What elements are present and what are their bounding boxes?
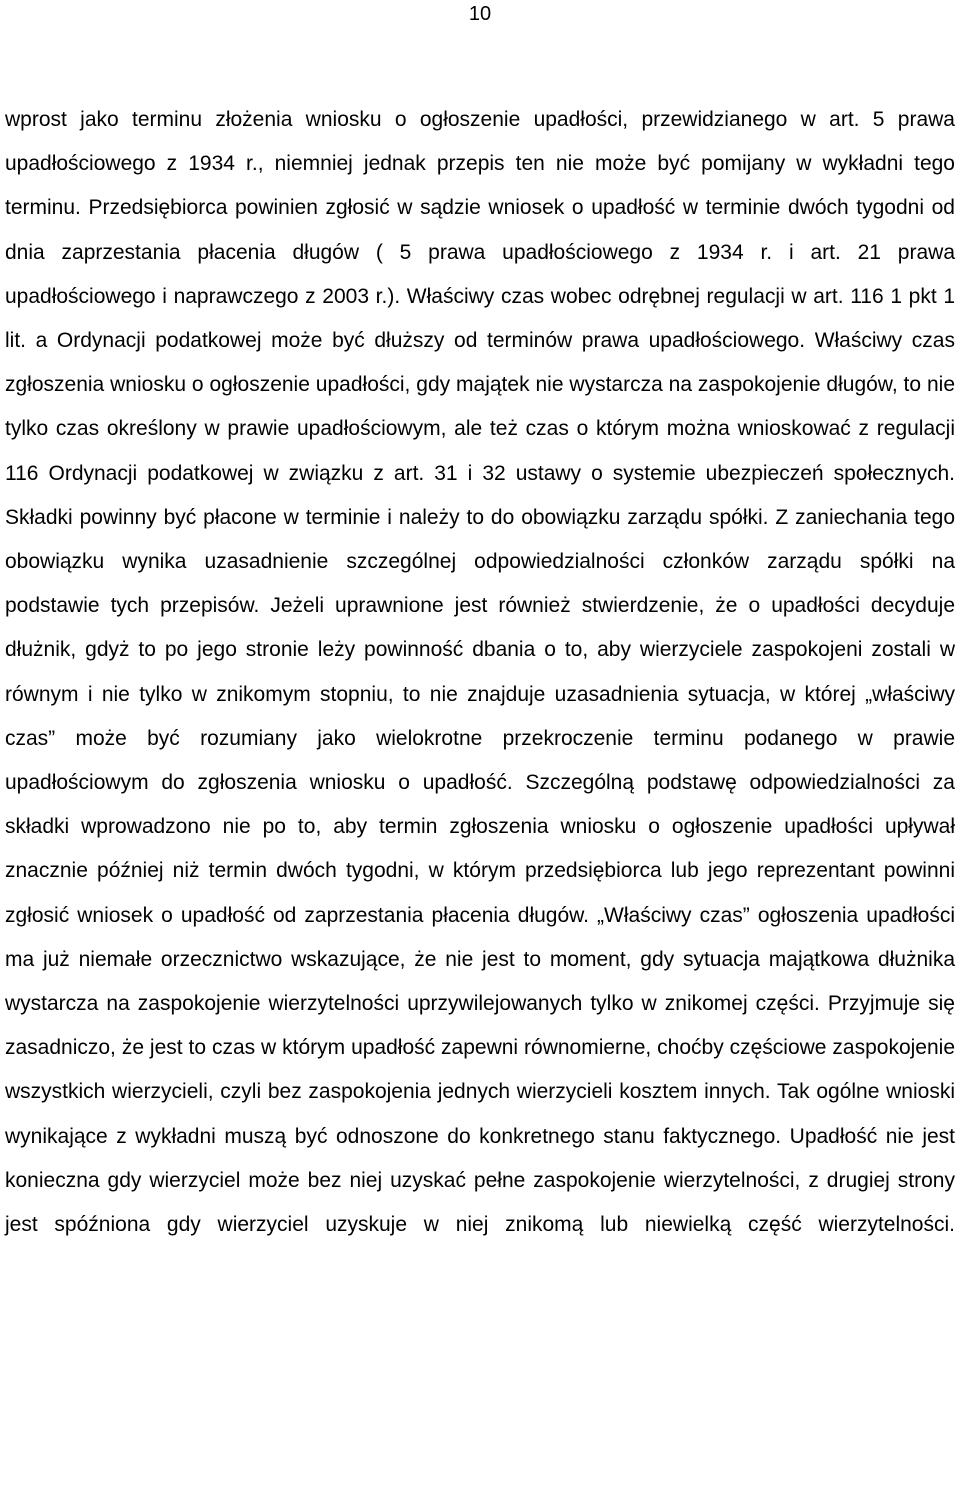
body-paragraph: wprost jako terminu złożenia wniosku o ogłoszenie upadłości, przewidzianego w art. 5 prawa upadłościowego z 1934 r., niemniej jednak przepis ten nie może być pomijany w wykładni tego terminu. Przedsiębiorca powinien zgłosić w sądzie wniosek o upadłość w terminie dwóch tygodni od dnia zaprzestania płacenia długów ( 5 prawa upadłościowego z 1934 r. i art. 21 prawa upadłościowego i naprawczego z 2003 r.). Właściwy czas wobec odrębnej regulacji w art. 116 1 pkt 1 lit. a Ordynacji podatkowej może być dłuższy od terminów prawa upadłościowego. Właściwy czas zgłoszenia wniosku o ogłoszenie upadłości, gdy majątek nie wystarcza na zaspokojenie długów, to nie tylko czas określony w prawie upadłościowym, ale też czas o którym można wnioskować z regulacji 116 Ordynacji podatkowej w związku z art. 31 i 32 ustawy o systemie ubezpieczeń społecznych. Składki powinny być płacone w terminie i należy to do obowiązku zarządu spółki. Z zaniechania tego obowiązku wynika uzasadnienie szczególnej odpowiedzialności członków zarządu spółki na podstawie tych przepisów. Jeżeli uprawnione jest również stwierdzenie, że o upadłości decyduje dłużnik, gdyż to po jego stronie leży powinność dbania o to, aby wierzyciele zaspokojeni zostali w równym i nie tylko w znikomym stopniu, to nie znajduje uzasadnienia sytuacja, w której „właściwy czas” może być rozumiany jako wielokrotne przekroczenie terminu podanego w prawie upadłościowym do zgłoszenia wniosku o upadłość. Szczególną podstawę odpowiedzialności za składki wprowadzono nie po to, aby termin zgłoszenia wniosku o ogłoszenie upadłości upływał znacznie później niż termin dwóch tygodni, w którym przedsiębiorca lub jego reprezentant powinni zgłosić wniosek o upadłość od zaprzestania płacenia długów. „Właściwy czas” ogłoszenia upadłości ma już niemałe orzecznictwo wskazujące, że nie jest to moment, gdy sytuacja majątkowa dłużnika wystarcza na zaspokojenie wierzytelności uprzywilejowanych tylko w znikomej części. Przyjmuje się zasadniczo, że jest to czas w którym upadłość zapewni równomierne, choćby częściowe zaspokojenie wszystkich wierzycieli, czyli bez zaspokojenia jednych wierzycieli kosztem innych. Tak ogólne wnioski wynikające z wykładni muszą być odnoszone do konkretnego stanu faktycznego. Upadłość nie jest konieczna gdy wierzyciel może bez niej uzyskać pełne zaspokojenie wierzytelności, z drugiej strony jest spóźniona gdy wierzyciel uzyskuje w niej znikomą lub niewielką część wierzytelności. xyxy=(5,108,955,1237)
page-number: 10 xyxy=(468,3,492,25)
